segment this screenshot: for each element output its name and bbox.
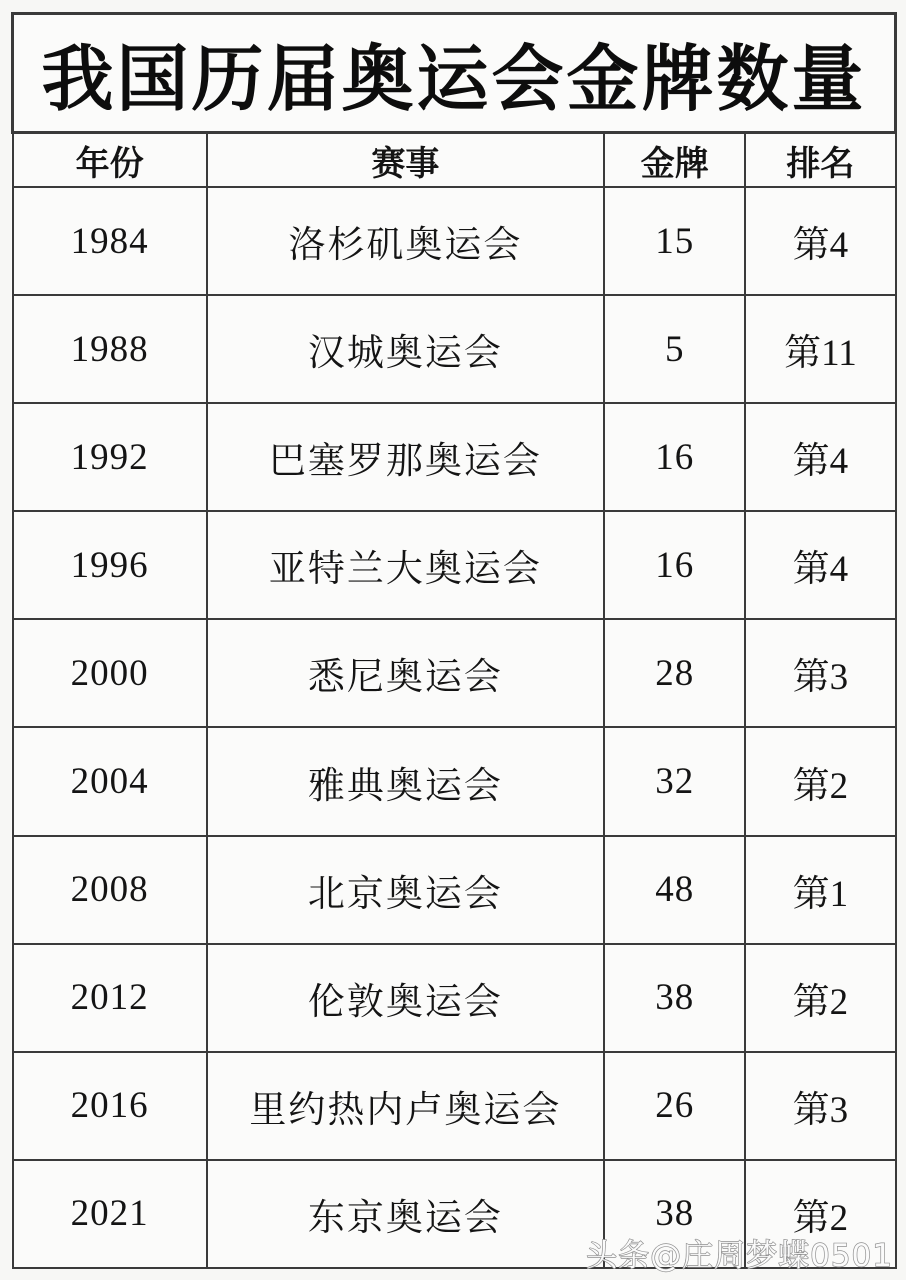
cell-rank: 第4 xyxy=(745,511,895,619)
gold-medal-table xyxy=(11,12,897,1269)
cell-event: 洛杉矶奥运会 xyxy=(207,187,604,295)
cell-event: 亚特兰大奥运会 xyxy=(207,511,604,619)
table-header-row xyxy=(13,133,896,188)
table-row xyxy=(13,727,896,835)
cell-gold: 48 xyxy=(604,836,745,944)
table-row xyxy=(13,836,896,944)
cell-year: 2012 xyxy=(13,944,207,1052)
cell-event: 伦敦奥运会 xyxy=(207,944,604,1052)
cell-year: 2016 xyxy=(13,1052,207,1160)
cell-rank: 第1 xyxy=(745,836,895,944)
cell-year: 2000 xyxy=(13,619,207,727)
cell-rank: 第2 xyxy=(745,1160,895,1268)
cell-gold: 38 xyxy=(604,944,745,1052)
col-header-rank: 排名 xyxy=(745,133,895,188)
cell-event: 巴塞罗那奥运会 xyxy=(207,403,604,511)
table-row xyxy=(13,619,896,727)
table-row xyxy=(13,187,896,295)
col-header-event: 赛事 xyxy=(207,133,604,188)
col-header-gold: 金牌 xyxy=(604,133,745,188)
cell-rank: 第2 xyxy=(745,944,895,1052)
cell-year: 1984 xyxy=(13,187,207,295)
cell-event: 悉尼奥运会 xyxy=(207,619,604,727)
cell-year: 2004 xyxy=(13,727,207,835)
cell-gold: 26 xyxy=(604,1052,745,1160)
cell-gold: 15 xyxy=(604,187,745,295)
cell-rank: 第11 xyxy=(745,295,895,403)
table-row xyxy=(13,944,896,1052)
cell-event: 东京奥运会 xyxy=(207,1160,604,1268)
cell-gold: 38 xyxy=(604,1160,745,1268)
cell-event: 里约热内卢奥运会 xyxy=(207,1052,604,1160)
cell-rank: 第4 xyxy=(745,187,895,295)
cell-event: 北京奥运会 xyxy=(207,836,604,944)
cell-gold: 16 xyxy=(604,403,745,511)
title-row xyxy=(13,14,896,133)
cell-rank: 第3 xyxy=(745,619,895,727)
cell-gold: 32 xyxy=(604,727,745,835)
cell-year: 1988 xyxy=(13,295,207,403)
table-row xyxy=(13,295,896,403)
cell-gold: 28 xyxy=(604,619,745,727)
page-title: 我国历届奥运会金牌数量 xyxy=(13,14,896,133)
col-header-year: 年份 xyxy=(13,133,207,188)
table-row xyxy=(13,1052,896,1160)
cell-year: 2008 xyxy=(13,836,207,944)
cell-event: 汉城奥运会 xyxy=(207,295,604,403)
cell-year: 2021 xyxy=(13,1160,207,1268)
table-row xyxy=(13,511,896,619)
cell-year: 1992 xyxy=(13,403,207,511)
cell-event: 雅典奥运会 xyxy=(207,727,604,835)
cell-rank: 第3 xyxy=(745,1052,895,1160)
cell-rank: 第4 xyxy=(745,403,895,511)
cell-year: 1996 xyxy=(13,511,207,619)
cell-rank: 第2 xyxy=(745,727,895,835)
watermark-toutiao: 头条@庄周梦蝶0501 xyxy=(586,1238,893,1274)
table-row xyxy=(13,403,896,511)
cell-gold: 5 xyxy=(604,295,745,403)
cell-gold: 16 xyxy=(604,511,745,619)
